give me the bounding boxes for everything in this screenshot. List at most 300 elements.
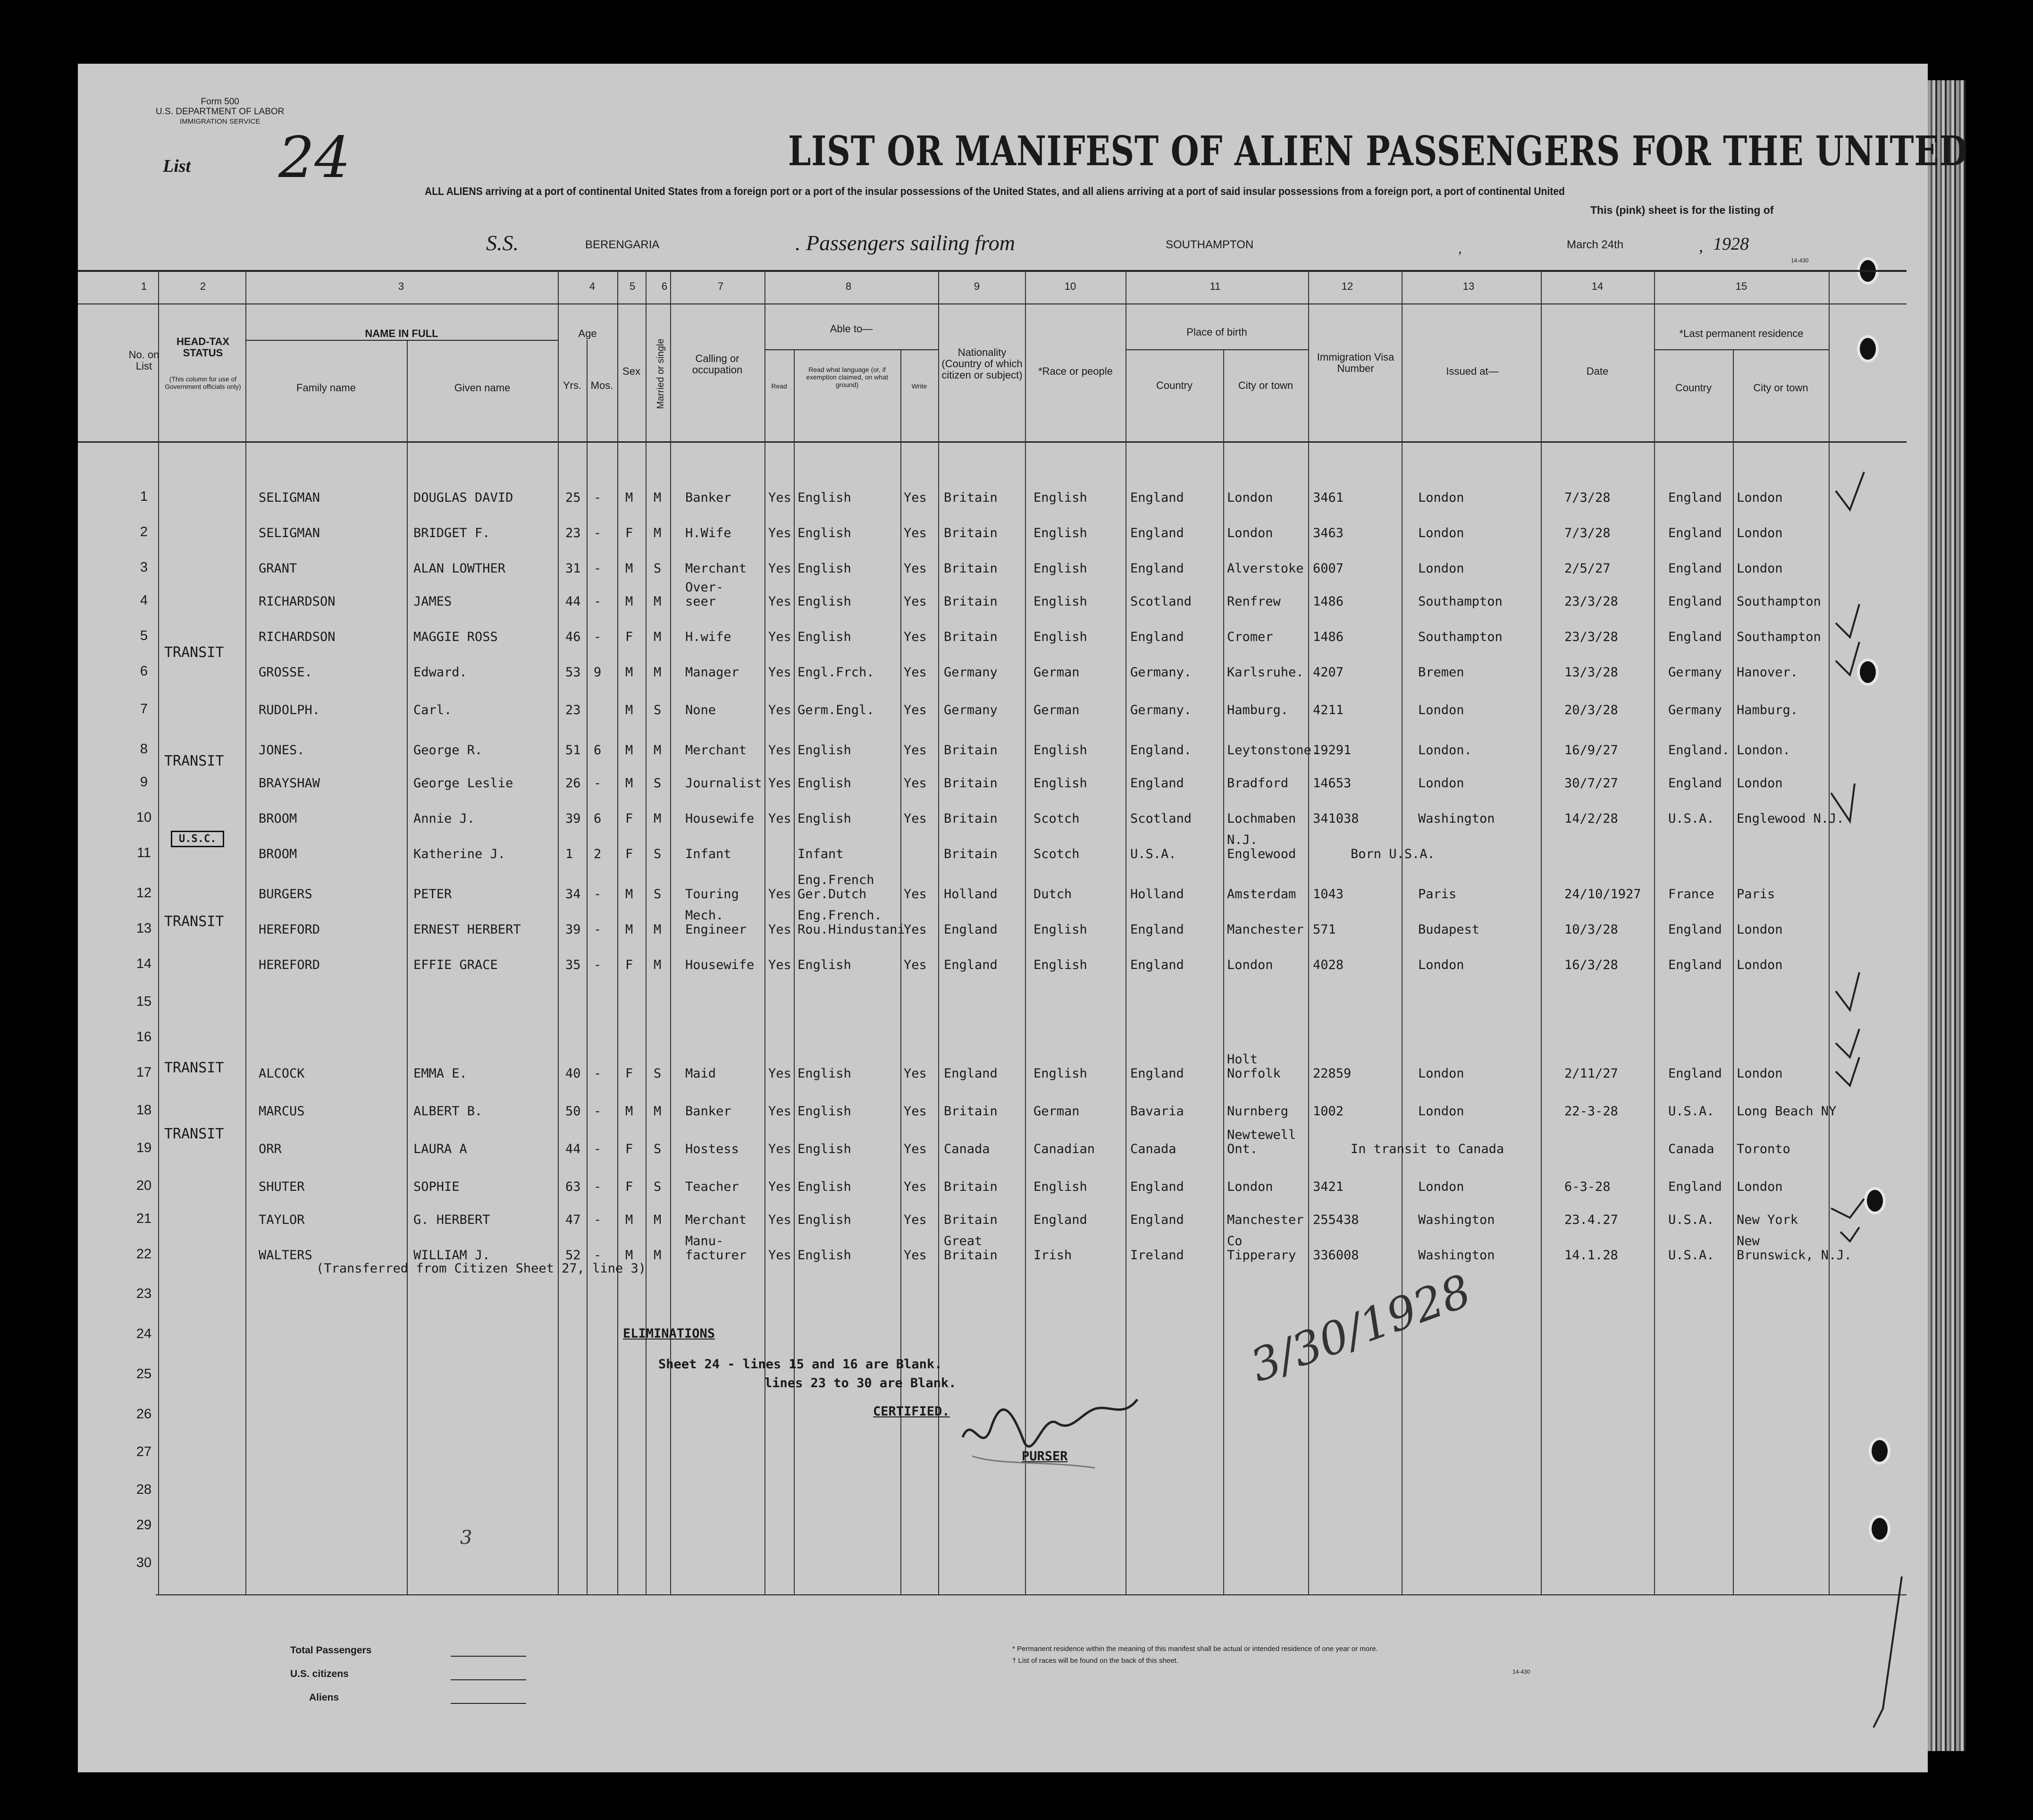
- visa-date-cell: 23.4.27: [1564, 1213, 1618, 1227]
- birth-city-cell: Manchester: [1227, 922, 1304, 937]
- transferred-note: (Transferred from Citizen Sheet 27, line 3): [316, 1261, 646, 1276]
- sex-cell: F: [625, 630, 633, 644]
- col-date: Date: [1586, 365, 1609, 377]
- issued-at-cell: Southampton: [1418, 630, 1503, 644]
- age-months-cell: -: [594, 1066, 602, 1081]
- read-cell: Yes: [768, 1066, 791, 1081]
- race-cell: German: [1033, 665, 1080, 680]
- birth-city-cell: Bradford: [1227, 776, 1289, 791]
- eliminations-line-2: lines 23 to 30 are Blank.: [764, 1376, 957, 1390]
- col-name-in-full: NAME IN FULL: [365, 328, 438, 339]
- nationality-cell: Canada: [944, 1142, 990, 1156]
- given-name-cell: BRIDGET F.: [413, 526, 490, 540]
- family-name-cell: BROOM: [259, 847, 297, 861]
- age-years-cell: 51: [565, 743, 581, 758]
- birth-country-cell: England: [1130, 776, 1184, 791]
- row-number: 4: [140, 593, 148, 608]
- row-number: 14: [136, 956, 152, 971]
- read-cell: Yes: [768, 665, 791, 680]
- nationality-cell: Britain: [944, 490, 998, 505]
- birth-city-cell: London: [1227, 526, 1273, 540]
- column-number-rule: [78, 303, 1907, 304]
- visa-date-cell: 7/3/28: [1564, 490, 1611, 505]
- write-cell: Yes: [904, 811, 927, 826]
- subtitle: ALL ALIENS arriving at a port of continental United States from a foreign port or a port of the insular possessions of the United States, and all aliens arriving at a port of said insular possessions from a foreign port, a port of continental United: [425, 185, 1565, 197]
- given-name-cell: Edward.: [413, 665, 467, 680]
- birth-country-cell: Scotland: [1130, 811, 1192, 826]
- residence-city-cell: Hanover.: [1737, 665, 1798, 680]
- issued-at-cell: Budapest: [1418, 922, 1480, 937]
- given-name-cell: Annie J.: [413, 811, 475, 826]
- birth-city-cell: Newtewell Ont.: [1227, 1128, 1296, 1156]
- write-cell: Yes: [904, 490, 927, 505]
- residence-city-cell: London: [1737, 922, 1783, 937]
- age-years-cell: 34: [565, 887, 581, 902]
- residence-country-cell: Germany: [1668, 665, 1722, 680]
- marital-status-cell: M: [654, 922, 662, 937]
- issued-at-cell: London: [1418, 490, 1464, 505]
- marital-status-cell: S: [654, 561, 662, 576]
- nationality-cell: Britain: [944, 776, 998, 791]
- check-marks: [1822, 453, 1916, 1737]
- nationality-cell: Holland: [944, 887, 998, 902]
- nationality-cell: Great Britain: [944, 1234, 998, 1263]
- row-number: 25: [136, 1366, 152, 1382]
- birth-city-cell: Karlsruhe.: [1227, 665, 1304, 680]
- birth-city-cell: Lochmaben: [1227, 811, 1296, 826]
- footnote-races: † List of races will be found on the back of this sheet.: [1012, 1657, 1178, 1665]
- given-name-cell: MAGGIE ROSS: [413, 630, 498, 644]
- age-years-cell: 53: [565, 665, 581, 680]
- residence-country-cell: U.S.A.: [1668, 811, 1714, 826]
- residence-country-cell: England.: [1668, 743, 1730, 758]
- col-married: Married or single: [655, 338, 666, 409]
- usc-stamp: U.S.C.: [171, 831, 224, 847]
- race-cell: English: [1033, 1066, 1087, 1081]
- read-cell: Yes: [768, 594, 791, 609]
- birth-country-cell: Canada: [1130, 1142, 1176, 1156]
- marital-status-cell: M: [654, 743, 662, 758]
- marital-status-cell: S: [654, 1066, 662, 1081]
- language-cell: English: [798, 743, 851, 758]
- race-cell: English: [1033, 1180, 1087, 1194]
- residence-city-cell: London: [1737, 776, 1783, 791]
- age-months-cell: -: [594, 526, 602, 540]
- occupation-cell: Mech. Engineer: [685, 908, 747, 937]
- visa-date-cell: 13/3/28: [1564, 665, 1618, 680]
- col-read-language: Read what language (or, if exemption claimed, on what ground): [806, 366, 888, 388]
- visa-date-cell: 23/3/28: [1564, 630, 1618, 644]
- row-number: 28: [136, 1482, 152, 1497]
- sex-cell: F: [625, 1066, 633, 1081]
- nationality-cell: Britain: [944, 743, 998, 758]
- birth-city-cell: Leytonstone.: [1227, 743, 1319, 758]
- family-name-cell: RUDOLPH.: [259, 703, 320, 717]
- sex-cell: F: [625, 847, 633, 861]
- family-name-cell: ORR: [259, 1142, 282, 1156]
- nationality-cell: Germany: [944, 665, 998, 680]
- given-name-cell: George R.: [413, 743, 483, 758]
- eliminations-heading: ELIMINATIONS: [623, 1326, 715, 1341]
- row-number: 15: [136, 994, 152, 1009]
- row-number: 3: [140, 560, 148, 575]
- age-months-cell: -: [594, 887, 602, 902]
- race-cell: English: [1033, 561, 1087, 576]
- page-mark: 3: [460, 1527, 472, 1549]
- family-name-cell: MARCUS: [259, 1104, 305, 1119]
- form-department-block: [156, 97, 284, 126]
- read-cell: Yes: [768, 1180, 791, 1194]
- occupation-cell: Manager: [685, 665, 739, 680]
- marital-status-cell: M: [654, 630, 662, 644]
- issued-at-cell: Bremen: [1418, 665, 1464, 680]
- age-years-cell: 1: [565, 847, 573, 861]
- visa-date-cell: 10/3/28: [1564, 922, 1618, 937]
- sex-cell: F: [625, 958, 633, 972]
- col-calling: Calling or occupation: [692, 353, 743, 376]
- language-cell: English: [798, 630, 851, 644]
- sex-cell: F: [625, 1142, 633, 1156]
- birth-country-cell: England: [1130, 561, 1184, 576]
- nationality-cell: Britain: [944, 811, 998, 826]
- language-cell: English: [798, 594, 851, 609]
- family-name-cell: SHUTER: [259, 1180, 305, 1194]
- family-name-cell: RICHARDSON: [259, 594, 336, 609]
- sailing-year: 1928: [1713, 234, 1749, 254]
- col-sex: Sex: [622, 365, 640, 377]
- punch-hole: [1857, 335, 1879, 362]
- residence-country-cell: Canada: [1668, 1142, 1714, 1156]
- age-months-cell: -: [594, 1142, 602, 1156]
- col-res-city: City or town: [1753, 382, 1808, 394]
- age-years-cell: 39: [565, 922, 581, 937]
- race-cell: Irish: [1033, 1248, 1072, 1263]
- read-cell: Yes: [768, 887, 791, 902]
- residence-city-cell: London: [1737, 490, 1783, 505]
- visa-number-cell: In transit to Canada: [1351, 1142, 1504, 1156]
- family-name-cell: ALCOCK: [259, 1066, 305, 1081]
- family-name-cell: BROOM: [259, 811, 297, 826]
- given-name-cell: George Leslie: [413, 776, 513, 791]
- nationality-cell: England: [944, 922, 998, 937]
- sex-cell: M: [625, 887, 633, 902]
- row-number: 21: [136, 1211, 152, 1226]
- us-citizens-label: U.S. citizens: [290, 1668, 349, 1679]
- residence-city-cell: Englewood N.J.: [1737, 811, 1844, 826]
- occupation-cell: Teacher: [685, 1180, 739, 1194]
- sailing-date: March 24th: [1567, 238, 1624, 251]
- visa-number-cell: 3461: [1313, 490, 1344, 505]
- age-years-cell: 46: [565, 630, 581, 644]
- language-cell: English: [798, 1066, 851, 1081]
- row-number: 13: [136, 921, 152, 936]
- occupation-cell: Journalist: [685, 776, 762, 791]
- occupation-cell: Banker: [685, 490, 731, 505]
- issued-at-cell: London.: [1418, 743, 1472, 758]
- residence-city-cell: London: [1737, 1066, 1783, 1081]
- row-number: 9: [140, 775, 148, 790]
- row-number: 30: [136, 1555, 152, 1570]
- age-years-cell: 44: [565, 594, 581, 609]
- visa-number-cell: 1486: [1313, 594, 1344, 609]
- write-cell: Yes: [904, 776, 927, 791]
- birth-city-cell: Hamburg.: [1227, 703, 1289, 717]
- col-visa-number: Immigration Visa Number: [1317, 351, 1395, 374]
- language-cell: English: [798, 776, 851, 791]
- marital-status-cell: M: [654, 811, 662, 826]
- age-years-cell: 52: [565, 1248, 581, 1263]
- visa-number-cell: 22859: [1313, 1066, 1352, 1081]
- marital-status-cell: S: [654, 1180, 662, 1194]
- sex-cell: M: [625, 561, 633, 576]
- visa-date-cell: 22-3-28: [1564, 1104, 1618, 1119]
- read-cell: Yes: [768, 922, 791, 937]
- residence-country-cell: Germany: [1668, 703, 1722, 717]
- issued-at-cell: London: [1418, 1104, 1464, 1119]
- list-label: List: [163, 156, 191, 176]
- residence-city-cell: Southampton: [1737, 594, 1821, 609]
- residence-city-cell: London: [1737, 1180, 1783, 1194]
- issued-at-cell: Southampton: [1418, 594, 1503, 609]
- write-cell: Yes: [904, 1066, 927, 1081]
- purser-label: PURSER: [1022, 1449, 1068, 1464]
- language-cell: English: [798, 1248, 851, 1263]
- occupation-cell: Merchant: [685, 561, 747, 576]
- language-cell: English: [798, 526, 851, 540]
- age-years-cell: 35: [565, 958, 581, 972]
- language-cell: English: [798, 561, 851, 576]
- birth-city-cell: London: [1227, 958, 1273, 972]
- residence-country-cell: England: [1668, 958, 1722, 972]
- read-cell: Yes: [768, 1248, 791, 1263]
- given-name-cell: SOPHIE: [413, 1180, 460, 1194]
- issued-at-cell: London: [1418, 958, 1464, 972]
- age-months-cell: -: [594, 594, 602, 609]
- read-cell: Yes: [768, 526, 791, 540]
- handwritten-date: 3/30/1928: [1243, 1265, 1478, 1392]
- birth-country-cell: Germany.: [1130, 703, 1192, 717]
- header-bottom-rule: [78, 441, 1907, 443]
- table-bottom-rule: [156, 1594, 1907, 1595]
- sex-cell: M: [625, 703, 633, 717]
- visa-date-cell: 16/9/27: [1564, 743, 1618, 758]
- age-months-cell: 9: [594, 665, 602, 680]
- age-years-cell: 39: [565, 811, 581, 826]
- subtitle-sheet-note: This (pink) sheet is for the listing of: [1590, 204, 1774, 216]
- language-cell: Germ.Engl.: [798, 703, 874, 717]
- family-name-cell: RICHARDSON: [259, 630, 336, 644]
- purser-signature: [953, 1385, 1151, 1475]
- row-number: 6: [140, 664, 148, 679]
- occupation-cell: Hostess: [685, 1142, 739, 1156]
- family-name-cell: WALTERS: [259, 1248, 312, 1263]
- birth-city-cell: London: [1227, 1180, 1273, 1194]
- nationality-cell: England: [944, 1066, 998, 1081]
- occupation-cell: Banker: [685, 1104, 731, 1119]
- issued-at-cell: London: [1418, 561, 1464, 576]
- family-name-cell: HEREFORD: [259, 922, 320, 937]
- language-cell: English: [798, 1104, 851, 1119]
- table-top-rule: [78, 270, 1907, 272]
- language-cell: Eng.French Ger.Dutch: [798, 873, 874, 902]
- birth-country-cell: England: [1130, 630, 1184, 644]
- marital-status-cell: S: [654, 1142, 662, 1156]
- age-months-cell: -: [594, 630, 602, 644]
- birth-country-cell: Germany.: [1130, 665, 1192, 680]
- write-cell: Yes: [904, 1180, 927, 1194]
- visa-number-cell: 6007: [1313, 561, 1344, 576]
- birth-city-cell: Cromer: [1227, 630, 1273, 644]
- nationality-cell: Britain: [944, 630, 998, 644]
- row-number: 22: [136, 1247, 152, 1262]
- language-cell: English: [798, 811, 851, 826]
- department-name: U.S. DEPARTMENT OF LABOR: [156, 107, 285, 117]
- race-cell: English: [1033, 526, 1087, 540]
- col-able-to: Able to—: [830, 323, 873, 335]
- family-name-cell: GRANT: [259, 561, 297, 576]
- col-nationality: Nationality (Country of which citizen or subject): [941, 346, 1023, 381]
- occupation-cell: Manu- facturer: [685, 1234, 747, 1263]
- read-cell: Yes: [768, 1142, 791, 1156]
- occupation-cell: Merchant: [685, 1213, 747, 1227]
- col-age-yrs: Yrs.: [563, 379, 582, 391]
- col-family-name: Family name: [296, 382, 356, 394]
- birth-country-cell: England: [1130, 922, 1184, 937]
- sailing-label: . Passengers sailing from: [795, 231, 1015, 255]
- row-number: 16: [136, 1029, 152, 1045]
- age-months-cell: -: [594, 1248, 602, 1263]
- race-cell: English: [1033, 958, 1087, 972]
- family-name-cell: SELIGMAN: [259, 490, 320, 505]
- birth-city-cell: Amsterdam: [1227, 887, 1296, 902]
- age-years-cell: 40: [565, 1066, 581, 1081]
- birth-country-cell: England: [1130, 490, 1184, 505]
- given-name-cell: ERNEST HERBERT: [413, 922, 521, 937]
- language-cell: Eng.French. Rou.Hindustani: [798, 908, 905, 937]
- row-number: 29: [136, 1517, 152, 1533]
- residence-country-cell: England: [1668, 922, 1722, 937]
- residence-city-cell: Toronto: [1737, 1142, 1790, 1156]
- nationality-cell: England: [944, 958, 998, 972]
- language-cell: Infant: [798, 847, 844, 861]
- birth-country-cell: England: [1130, 1180, 1184, 1194]
- write-cell: Yes: [904, 703, 927, 717]
- race-cell: English: [1033, 776, 1087, 791]
- sex-cell: M: [625, 665, 633, 680]
- write-cell: Yes: [904, 665, 927, 680]
- col-read: Read: [771, 382, 787, 390]
- birth-city-cell: Holt Norfolk: [1227, 1052, 1281, 1081]
- age-months-cell: -: [594, 922, 602, 937]
- write-cell: Yes: [904, 743, 927, 758]
- visa-number-cell: 4207: [1313, 665, 1344, 680]
- col-head-tax: HEAD-TAX STATUS: [176, 336, 230, 359]
- sex-cell: M: [625, 1104, 633, 1119]
- age-years-cell: 26: [565, 776, 581, 791]
- col-head-tax-note: (This column for use of Government officials only): [165, 375, 241, 390]
- given-name-cell: G. HERBERT: [413, 1213, 490, 1227]
- col-given-name: Given name: [454, 382, 511, 394]
- issued-at-cell: London: [1418, 526, 1464, 540]
- visa-number-cell: 571: [1313, 922, 1336, 937]
- write-cell: Yes: [904, 526, 927, 540]
- family-name-cell: BURGERS: [259, 887, 312, 902]
- service-name: IMMIGRATION SERVICE: [180, 118, 260, 126]
- race-cell: English: [1033, 630, 1087, 644]
- given-name-cell: ALAN LOWTHER: [413, 561, 506, 576]
- race-cell: German: [1033, 703, 1080, 717]
- given-name-cell: Katherine J.: [413, 847, 506, 861]
- ss-label: S.S.: [486, 231, 519, 255]
- row-number: 19: [136, 1140, 152, 1155]
- col-write: Write: [911, 382, 927, 390]
- transit-stamp: TRANSIT: [164, 753, 224, 769]
- family-name-cell: BRAYSHAW: [259, 776, 320, 791]
- age-months-cell: 6: [594, 811, 602, 826]
- race-cell: German: [1033, 1104, 1080, 1119]
- nationality-cell: Germany: [944, 703, 998, 717]
- age-years-cell: 63: [565, 1180, 581, 1194]
- sex-cell: M: [625, 1248, 633, 1263]
- transit-stamp: TRANSIT: [164, 644, 224, 661]
- visa-number-cell: 1043: [1313, 887, 1344, 902]
- list-number: 24: [278, 125, 351, 191]
- write-cell: Yes: [904, 1142, 927, 1156]
- row-number: 27: [136, 1444, 152, 1459]
- sex-cell: M: [625, 490, 633, 505]
- sex-cell: F: [625, 811, 633, 826]
- visa-date-cell: 7/3/28: [1564, 526, 1611, 540]
- birth-country-cell: Scotland: [1130, 594, 1192, 609]
- given-name-cell: LAURA A: [413, 1142, 467, 1156]
- given-name-cell: WILLIAM J.: [413, 1248, 490, 1263]
- marital-status-cell: S: [654, 776, 662, 791]
- residence-city-cell: London: [1737, 958, 1783, 972]
- race-cell: Dutch: [1033, 887, 1072, 902]
- age-months-cell: -: [594, 776, 602, 791]
- residence-country-cell: England: [1668, 526, 1722, 540]
- col-race: *Race or people: [1038, 365, 1113, 377]
- visa-number-cell: 341038: [1313, 811, 1359, 826]
- row-number: 17: [136, 1065, 152, 1080]
- residence-country-cell: England: [1668, 1180, 1722, 1194]
- residence-country-cell: France: [1668, 887, 1714, 902]
- sex-cell: M: [625, 776, 633, 791]
- sex-cell: F: [625, 1180, 633, 1194]
- age-months-cell: 2: [594, 847, 602, 861]
- col-last-residence: *Last permanent residence: [1679, 328, 1804, 339]
- nationality-cell: Britain: [944, 847, 998, 861]
- marital-status-cell: M: [654, 665, 662, 680]
- birth-country-cell: England: [1130, 958, 1184, 972]
- ship-name: BERENGARIA: [585, 238, 660, 251]
- birth-city-cell: N.J. Englewood: [1227, 833, 1296, 861]
- birth-country-cell: U.S.A.: [1130, 847, 1176, 861]
- nationality-cell: Britain: [944, 594, 998, 609]
- nationality-cell: Britain: [944, 526, 998, 540]
- write-cell: Yes: [904, 887, 927, 902]
- birth-city-cell: Co Tipperary: [1227, 1234, 1296, 1263]
- footnote-residence: * Permanent residence within the meaning of this manifest shall be actual or intended residence of one year or more.: [1012, 1645, 1378, 1653]
- language-cell: English: [798, 490, 851, 505]
- occupation-cell: H.Wife: [685, 526, 731, 540]
- marital-status-cell: M: [654, 526, 662, 540]
- race-cell: England: [1033, 1213, 1087, 1227]
- row-number: 20: [136, 1178, 152, 1193]
- nationality-cell: Britain: [944, 1213, 998, 1227]
- residence-city-cell: New York: [1737, 1213, 1798, 1227]
- write-cell: Yes: [904, 561, 927, 576]
